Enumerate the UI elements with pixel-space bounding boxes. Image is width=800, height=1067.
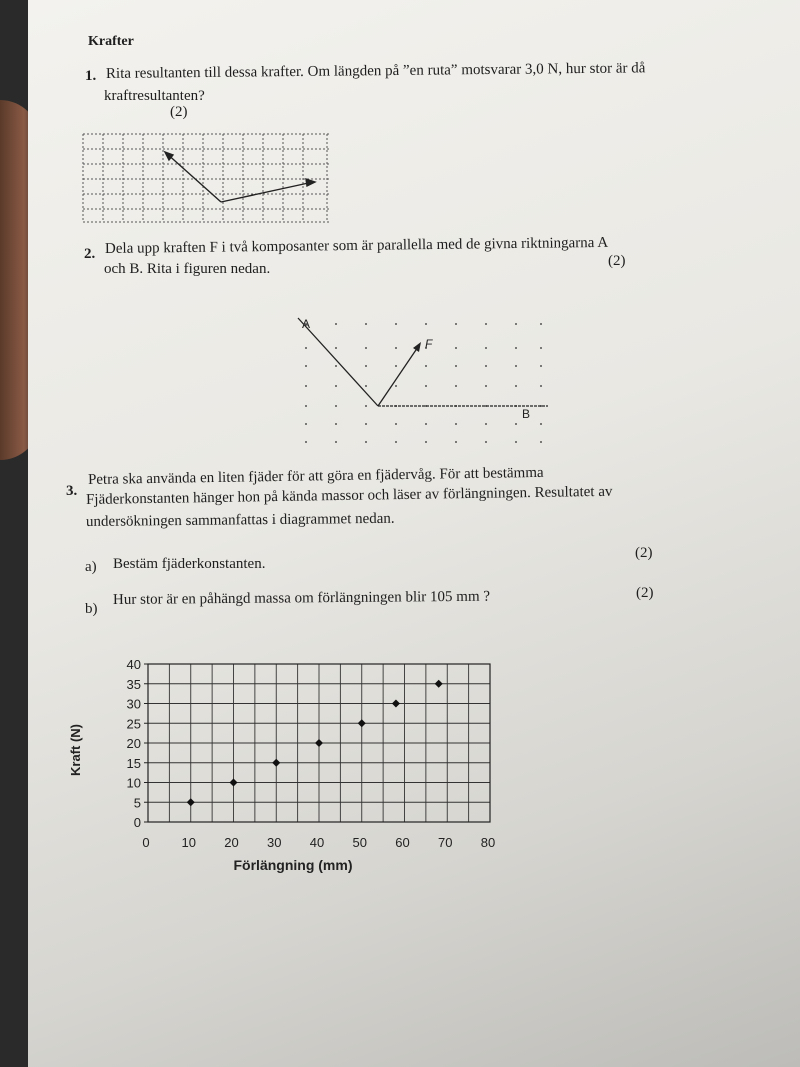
q2-label-b: B	[522, 407, 531, 421]
q2-dot-grid	[305, 323, 542, 443]
q2-label-a: A	[302, 317, 311, 331]
q1-vector-1	[165, 152, 221, 202]
q2-direction-a-line	[298, 318, 378, 406]
y-tick-label: 5	[133, 795, 141, 811]
y-tick-label: 30	[126, 696, 141, 712]
q1-vector-2	[221, 182, 313, 202]
data-point-marker	[358, 719, 366, 727]
data-point-marker	[272, 759, 280, 767]
y-tick-label: 35	[126, 676, 141, 692]
data-point-marker	[392, 700, 400, 708]
data-point-marker	[187, 798, 195, 806]
q1-text-line2: kraftresultanten?	[104, 88, 205, 104]
data-point-marker	[230, 779, 238, 787]
worksheet-page	[28, 0, 800, 1067]
x-tick-label: 20	[224, 835, 239, 850]
q2-number: 2.	[84, 246, 96, 262]
q1-vector-grid	[81, 132, 331, 224]
q2-force-f-arrowhead	[413, 342, 421, 352]
chart-x-axis-label: Förlängning (mm)	[233, 857, 353, 873]
x-tick-label: 80	[480, 835, 496, 850]
spring-chart	[58, 650, 528, 880]
q3-text-line1: Petra ska använda en liten fjäder för att göra en fjädervåg. För att bestämma	[87, 464, 544, 488]
q2-points: (2)	[608, 253, 626, 269]
y-tick-label: 20	[126, 736, 141, 751]
q1-arrowhead-2	[306, 179, 315, 186]
x-tick-label: 0	[142, 835, 150, 850]
chart-y-axis-label: Kraft (N)	[68, 724, 83, 776]
q3b-label: b)	[85, 601, 98, 617]
q2-label-f: F	[425, 337, 433, 351]
q3a-label: a)	[85, 559, 97, 575]
q3-text-line3: undersökningen sammanfattas i diagrammet nedan.	[85, 510, 395, 530]
x-tick-label: 10	[181, 835, 196, 850]
q3a-points: (2)	[635, 545, 653, 561]
q1-number: 1.	[85, 68, 97, 84]
q1-grid-lines	[83, 134, 329, 222]
x-tick-label: 40	[309, 835, 325, 850]
y-tick-label: 10	[126, 775, 141, 791]
q2-force-f-vector	[378, 344, 420, 406]
q1-points: (2)	[170, 104, 188, 120]
q2-force-figure	[286, 304, 556, 450]
y-tick-label: 40	[126, 657, 141, 672]
y-tick-label: 0	[133, 815, 141, 830]
q3-text-line2: Fjäderkonstanten hänger hon på kända massor och läser av förlängningen. Resultatet av	[85, 483, 613, 508]
q3a-text: Bestäm fjäderkonstanten.	[113, 556, 266, 572]
x-tick-label: 60	[395, 835, 410, 850]
x-tick-label: 50	[352, 835, 367, 850]
y-tick-label: 25	[126, 716, 141, 732]
q2-text-line1: Dela upp kraften F i två komposanter som är parallella med de givna riktningarna A	[104, 234, 609, 257]
q3-number: 3.	[66, 483, 78, 499]
y-tick-label: 15	[126, 755, 141, 771]
section-heading: Krafter	[88, 34, 134, 49]
data-point-marker	[435, 680, 443, 688]
q1-text-line1: Rita resultanten till dessa krafter. Om längden på ”en ruta” motsvarar 3,0 N, hur stor är då	[105, 60, 646, 82]
q3b-text: Hur stor är en påhängd massa om förlängningen blir 105 mm ?	[112, 588, 491, 608]
data-point-marker	[315, 739, 323, 747]
q3b-points: (2)	[636, 585, 654, 601]
q2-text-line2: och B. Rita i figuren nedan.	[104, 261, 271, 277]
x-tick-label: 30	[267, 835, 282, 850]
x-tick-label: 70	[438, 835, 453, 850]
